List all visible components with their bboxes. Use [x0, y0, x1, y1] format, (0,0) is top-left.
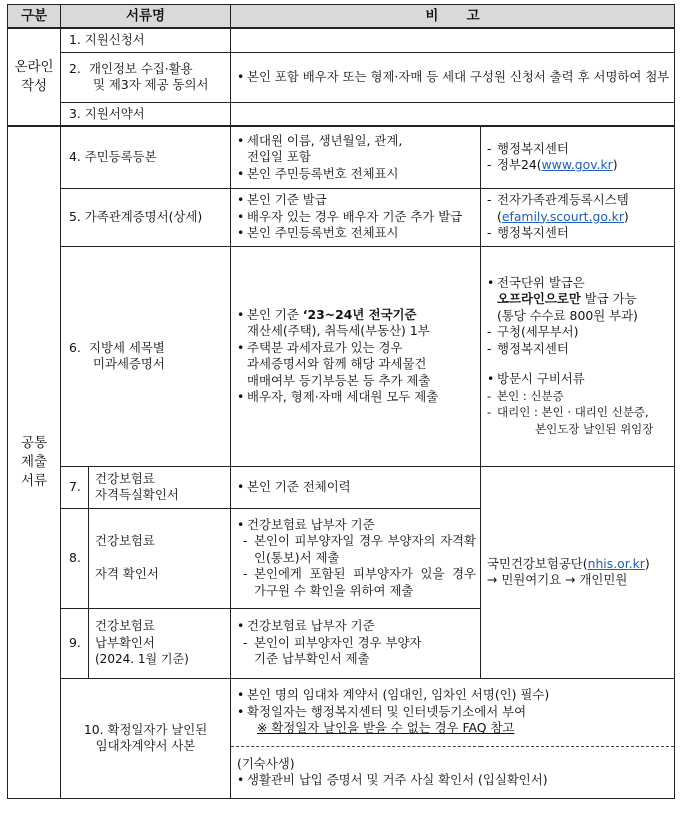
doc-6-num: 6.	[69, 339, 81, 355]
note-8-sub2: 본인에게 포함된 피부양자가 있을 경우 가구원 수 확인을 위하여 제출	[254, 566, 476, 598]
dash: -	[243, 634, 248, 650]
doc-7-num: 7.	[69, 478, 81, 494]
note-10-dorm	[231, 746, 675, 798]
note-6-line2c: 매매여부 등기부등본 등 추가 제출	[247, 372, 431, 388]
note-6-line1-bold: ‘23~24년 전국기준	[302, 306, 417, 322]
doc-3-name: 지원서약서	[84, 105, 145, 121]
row-1	[8, 28, 675, 52]
source-6-a: 전국단위 발급은	[497, 274, 585, 290]
note-2-text: 본인 포함 배우자 또는 형제·자매 등 세대 구성원 신청서 출력 후 서명하여 첨부	[247, 68, 670, 84]
document-table-container	[7, 4, 674, 806]
source-8-line2: → 민원여기요 → 개인민원	[487, 572, 628, 587]
doc-7-name-line2: 자격득실확인서	[95, 487, 179, 502]
row-3	[8, 102, 675, 126]
note-7	[231, 466, 481, 508]
note-6-line1-cont: 재산세(주택), 취득세(부동산) 1부	[247, 323, 430, 338]
note-10-line1: 본인 명의 임대차 계약서 (임대인, 임차인 서명(인) 필수)	[247, 687, 550, 703]
bullet: •	[237, 132, 245, 148]
note-5-line2: 배우자 있는 경우 배우자 기준 추가 발급	[247, 208, 463, 224]
bullet: •	[237, 225, 245, 241]
note-9-sub1b: 기준 납부확인서 제출	[254, 651, 370, 667]
bullet: •	[237, 772, 245, 787]
bullet: •	[237, 192, 245, 208]
source-6	[481, 246, 675, 466]
doc-7-num-cell	[61, 466, 89, 508]
dash: -	[487, 225, 492, 241]
dash: -	[487, 157, 492, 173]
dash: -	[487, 340, 492, 356]
doc-7	[89, 466, 231, 508]
doc-8	[89, 508, 231, 608]
doc-2-name-line1: 개인정보 수집·활용	[89, 60, 193, 76]
dash: -	[243, 566, 248, 582]
note-6	[231, 246, 481, 466]
note-4-line3: 본인 주민등록번호 전체표시	[247, 165, 399, 181]
header-row	[8, 5, 675, 29]
note-10-dorm-text: 생활관비 납입 증명서 및 거주 사실 확인서 (입실확인서)	[247, 772, 548, 787]
doc-9-name-line3: (2024. 1월 기준)	[95, 652, 189, 667]
category-common	[8, 126, 61, 798]
doc-2-num: 2.	[69, 60, 81, 76]
note-4-line2: 전입일 포함	[247, 149, 311, 164]
source-5: - 전자가족관계등록시스템 (efamily.scourt.go.kr) - 행정복지센터	[481, 188, 675, 246]
source-4-line1: 행정복지센터	[497, 140, 569, 156]
bullet: •	[237, 208, 245, 224]
header-docs: 서류명	[61, 5, 231, 29]
doc-5	[61, 188, 231, 246]
source-6-d: 구청(세무부서)	[497, 324, 579, 340]
doc-5-num: 5.	[69, 208, 81, 224]
note-10-dorm-title: (기숙사생)	[237, 755, 295, 771]
note-1	[231, 28, 675, 52]
source-6-i: 본인도장 날인된 위임장	[535, 421, 654, 436]
bullet: •	[237, 68, 245, 84]
note-6-line3: 배우자, 형제·자매 세대원 모두 제출	[247, 389, 439, 404]
faq-reference-note: ※ 확정일자 날인을 받을 수 없는 경우 FAQ 참고	[257, 720, 515, 736]
doc-8-name-line1: 건강보험료	[95, 533, 155, 549]
note-8	[231, 508, 481, 608]
doc-5-name: 가족관계증명서(상세)	[84, 208, 203, 224]
note-7-text: 본인 기준 전체이력	[247, 478, 351, 494]
doc-6	[61, 246, 231, 466]
category-online	[8, 28, 61, 126]
note-5-line1: 본인 기준 발급	[247, 192, 327, 208]
note-3	[231, 102, 675, 126]
doc-2	[61, 52, 231, 102]
doc-8-name-line2: 자격 확인서	[95, 566, 159, 582]
gov-kr-link[interactable]: www.gov.kr	[541, 157, 613, 173]
nhis-link[interactable]: nhis.or.kr	[587, 555, 645, 571]
doc-6-name-line1: 지방세 세목별	[89, 339, 165, 355]
source-6-b-rest: 발급 가능	[580, 291, 637, 307]
bullet: •	[487, 274, 495, 290]
dash: -	[487, 405, 492, 420]
note-5	[231, 188, 481, 246]
doc-2-name-line2: 및 제3자 제공 동의서	[93, 77, 209, 92]
category-common-label: 공통 제출 서류	[20, 434, 48, 489]
row-10	[8, 678, 675, 746]
bullet: •	[487, 371, 495, 387]
bullet: •	[237, 478, 245, 494]
dash: -	[487, 192, 492, 208]
source-5-line1: 전자가족관계등록시스템	[497, 192, 629, 208]
row-6	[8, 246, 675, 466]
required-documents-table	[7, 4, 675, 799]
source-6-g: 본인 : 신분증	[497, 388, 564, 403]
dash: -	[487, 140, 492, 156]
row-2	[8, 52, 675, 102]
doc-1-name: 지원신청서	[84, 32, 145, 47]
note-10-line2: 확정일자는 행정복지센터 및 인터넷등기소에서 부여	[247, 703, 527, 719]
source-6-b-bold: 오프라인으로만	[497, 291, 581, 307]
bullet: •	[237, 389, 245, 404]
row-5	[8, 188, 675, 246]
doc-8-num: 8.	[69, 549, 81, 565]
doc-1-num: 1.	[69, 32, 81, 47]
note-4-line1: 세대원 이름, 생년월일, 관계,	[247, 132, 403, 148]
doc-10	[61, 678, 231, 798]
doc-9-num: 9.	[69, 634, 81, 650]
doc-9-name-line2: 납부확인서	[95, 634, 155, 650]
source-7-9	[481, 466, 675, 678]
doc-9-name-line1: 건강보험료	[95, 618, 155, 634]
note-9	[231, 608, 481, 678]
header-remarks: 비 고	[231, 5, 675, 29]
efamily-link[interactable]: efamily.scourt.go.kr	[501, 208, 624, 224]
bullet: •	[237, 306, 245, 322]
note-6-line2b: 과세증명서와 함께 해당 과세물건	[247, 356, 427, 371]
dash: -	[487, 324, 492, 340]
note-8-line1: 건강보험료 납부자 기준	[247, 516, 375, 532]
doc-10-num: 10.	[83, 721, 104, 737]
doc-7-name-line1: 건강보험료	[95, 470, 155, 486]
doc-4-name: 주민등록등본	[84, 149, 157, 164]
doc-9-num-cell	[61, 608, 89, 678]
source-8-pre: 국민건강보험공단(	[487, 555, 588, 571]
note-9-sub1: 본인이 피부양자인 경우 부양자	[254, 634, 422, 650]
bullet: •	[237, 687, 245, 703]
source-6-h: 대리인 : 본인 · 대리인 신분증,	[497, 405, 649, 420]
source-8-post: )	[644, 555, 650, 571]
note-9-line1: 건강보험료 납부자 기준	[247, 618, 375, 634]
source-4-line2: 정부24(	[497, 157, 542, 173]
doc-4	[61, 126, 231, 188]
doc-10-name-line2: 임대차계약서 사본	[95, 738, 196, 753]
dash: -	[243, 533, 248, 549]
note-2	[231, 52, 675, 102]
row-7	[8, 466, 675, 508]
doc-3-num: 3.	[69, 105, 81, 121]
doc-4-num: 4.	[69, 149, 81, 164]
doc-3	[61, 102, 231, 126]
dash: -	[487, 388, 492, 403]
source-6-e: 행정복지센터	[497, 340, 569, 356]
doc-9	[89, 608, 231, 678]
bullet: •	[237, 618, 245, 634]
doc-1	[61, 28, 231, 52]
note-6-line2a: 주택분 과세자료가 있는 경우	[247, 339, 403, 355]
bullet: •	[237, 165, 245, 181]
bullet: •	[237, 339, 245, 355]
source-5-line3: 행정복지센터	[497, 225, 569, 241]
doc-6-name-line2: 미과세증명서	[93, 356, 165, 371]
category-online-label: 온라인 작성	[14, 59, 54, 94]
header-category: 구분	[8, 5, 61, 29]
row-4	[8, 126, 675, 188]
source-4: - 행정복지센터 - 정부24(www.gov.kr)	[481, 126, 675, 188]
source-6-f: 방문시 구비서류	[497, 371, 585, 387]
bullet: •	[237, 516, 245, 532]
note-8-sub1: 본인이 피부양자일 경우 부양자의 자격확인(통보)서 제출	[254, 533, 476, 565]
bullet: •	[237, 703, 245, 719]
source-6-c: (통당 수수료 800원 부과)	[497, 307, 638, 323]
note-4	[231, 126, 481, 188]
doc-8-num-cell	[61, 508, 89, 608]
doc-10-name-line1: 확정일자가 날인된	[107, 721, 208, 737]
note-5-line3: 본인 주민등록번호 전체표시	[247, 225, 399, 241]
note-6-line1-pre: 본인 기준	[247, 306, 303, 322]
note-10	[231, 678, 675, 746]
